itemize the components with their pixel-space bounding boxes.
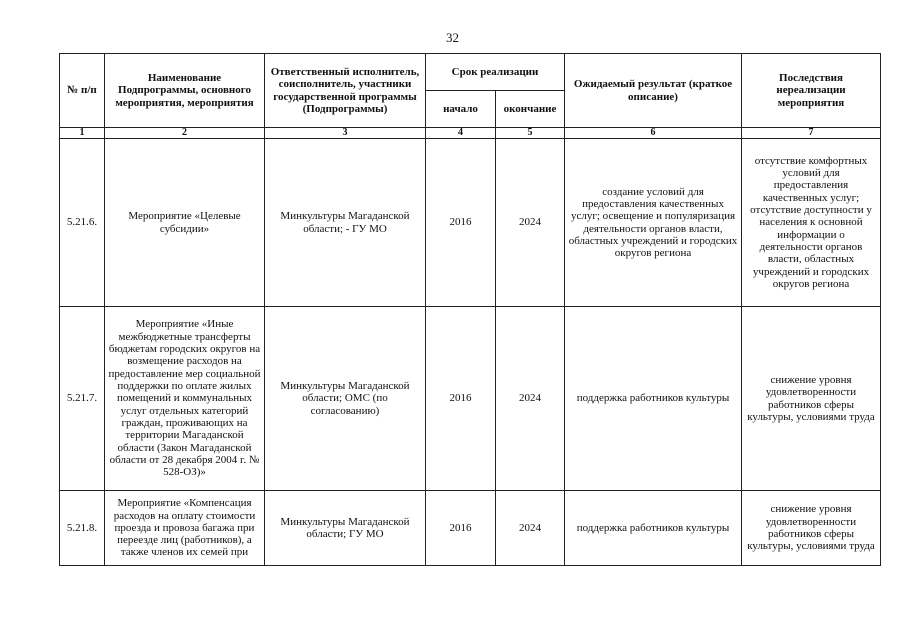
column-number-row: [60, 128, 881, 139]
header-num: № п/п: [60, 54, 105, 128]
row-number: 5.21.8.: [60, 491, 105, 566]
header-consequences: Последствия нереализации мероприятия: [742, 54, 881, 128]
table-row: [60, 139, 881, 307]
row-result: поддержка работников культуры: [565, 491, 742, 566]
row-number: 5.21.6.: [60, 139, 105, 307]
page-number: 32: [446, 30, 459, 45]
row-result: поддержка работников культуры: [565, 307, 742, 491]
row-end: 2024: [496, 491, 565, 566]
header-end: окончание: [496, 91, 565, 128]
table-row: [60, 491, 881, 566]
program-table: [59, 53, 881, 566]
column-number: 7: [742, 128, 881, 139]
header-name: Наименование Подпрограммы, основного мероприятия, мероприятия: [105, 54, 265, 128]
row-name: Мероприятие «Компенсация расходов на оплату стоимости проезда и провоза багажа при переезде лиц (работников), а также членов их семей при: [105, 491, 265, 566]
row-consequences: снижение уровня удовлетворенности работников сферы культуры, условиями труда: [742, 307, 881, 491]
header-result: Ожидаемый результат (краткое описание): [565, 54, 742, 128]
header-responsible: Ответственный исполнитель, соисполнитель, участники государственной программы (Подпрограммы): [265, 54, 426, 128]
column-number: 3: [265, 128, 426, 139]
row-result: создание условий для предоставления качественных услуг; освещение и популяризация деятельности органов власти, областных учреждений и городских округов региона: [565, 139, 742, 307]
row-start: 2016: [426, 491, 496, 566]
row-consequences: отсутствие комфортных условий для предоставления качественных услуг; отсутствие доступности у населения к основной информации о деятельности органов власти, областных учреждений и городских округов региона: [742, 139, 881, 307]
row-end: 2024: [496, 139, 565, 307]
row-responsible: Минкультуры Магаданской области; ГУ МО: [265, 491, 426, 566]
column-number: 5: [496, 128, 565, 139]
row-responsible: Минкультуры Магаданской области; - ГУ МО: [265, 139, 426, 307]
header-start: начало: [426, 91, 496, 128]
column-number: 1: [60, 128, 105, 139]
header-row-1: [60, 54, 881, 91]
row-number: 5.21.7.: [60, 307, 105, 491]
column-number: 4: [426, 128, 496, 139]
header-period: Срок реализации: [426, 54, 565, 91]
column-number: 2: [105, 128, 265, 139]
row-responsible: Минкультуры Магаданской области; ОМС (по согласованию): [265, 307, 426, 491]
row-start: 2016: [426, 139, 496, 307]
row-start: 2016: [426, 307, 496, 491]
row-consequences: снижение уровня удовлетворенности работников сферы культуры, условиями труда: [742, 491, 881, 566]
column-number: 6: [565, 128, 742, 139]
row-end: 2024: [496, 307, 565, 491]
table-row: [60, 307, 881, 491]
row-name: Мероприятие «Целевые субсидии»: [105, 139, 265, 307]
row-name: Мероприятие «Иные межбюджетные трансферты бюджетам городских округов на возмещение расходов на предоставление мер социальной поддержки по оплате жилых помещений и коммунальных услуг отдельных категорий граждан, проживающих на территории Магаданской области (Закон Магаданской области от 28 декабря 2004 г. № 528-ОЗ)»: [105, 307, 265, 491]
